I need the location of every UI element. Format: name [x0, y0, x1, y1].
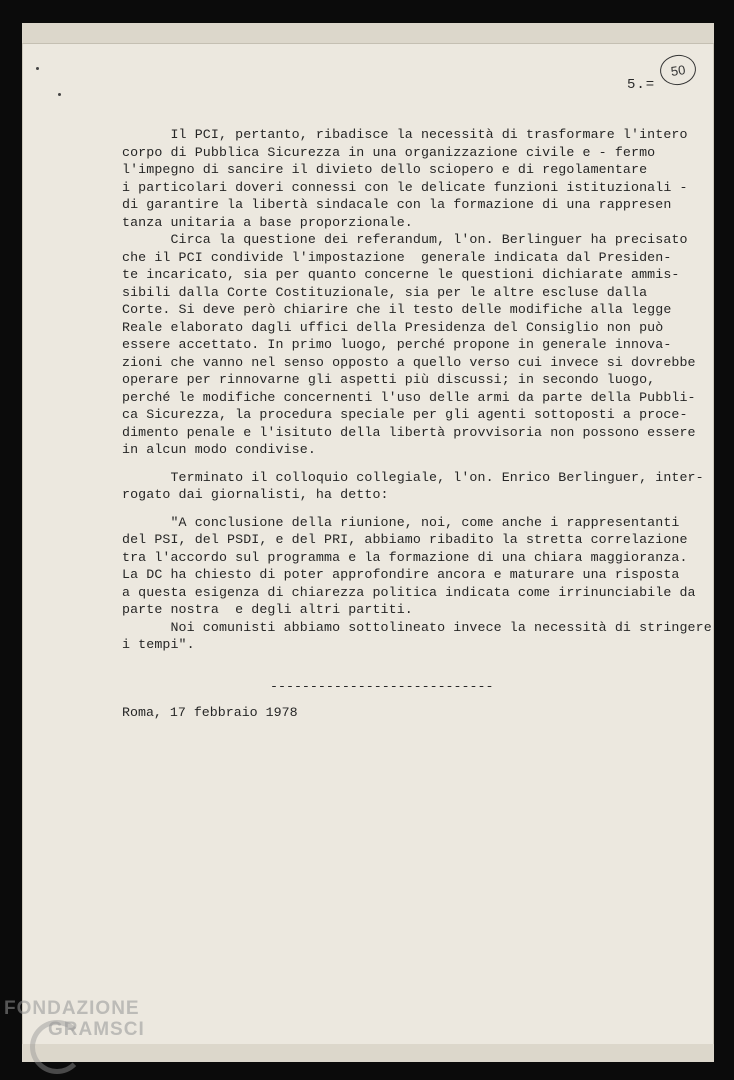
text-line: te incaricato, sia per quanto concerne le questioni dichiarate ammis- [122, 267, 680, 282]
text-line: tanza unitaria a base proporzionale. [122, 214, 413, 230]
text-line: essere accettato. In primo luogo, perché propone in generale innova- [122, 337, 672, 352]
text-line: parte nostra e degli altri partiti. [122, 602, 413, 617]
text-line: i particolari doveri connessi con le delicate funzioni istituzionali - [122, 179, 688, 195]
text-line: del PSI, del PSDI, e del PRI, abbiamo ribadito la stretta correlazione [122, 532, 688, 547]
text-line: i tempi". [122, 637, 195, 652]
speck [58, 93, 61, 96]
text-line: Il PCI, pertanto, ribadisce la necessità di trasformare l'intero [122, 127, 688, 142]
text-line: Noi comunisti abbiamo sottolineato invece la necessità di stringere [122, 619, 712, 635]
paragraph-gap [122, 459, 712, 469]
separator-line: ---------------------------- [270, 679, 494, 694]
text-line: ca Sicurezza, la procedura speciale per gli agenti sottoposti a proce- [122, 407, 688, 422]
text-line: sibili dalla Corte Costituzionale, sia per le altre escluse dalla [122, 284, 648, 300]
text-line: La DC ha chiesto di poter approfondire ancora e maturare una risposta [122, 567, 680, 582]
letter-body [122, 126, 712, 654]
page-number: 5.= [627, 77, 656, 93]
top-edge-band [22, 23, 714, 44]
document-sheet [22, 23, 714, 1062]
text-line: dimento penale e l'isituto della libertà provvisoria non possono essere [122, 424, 696, 440]
bottom-edge-band [22, 1044, 714, 1062]
text-line: a questa esigenza di chiarezza politica indicata come irrinunciabile da [122, 584, 696, 600]
text-line: Circa la questione dei referandum, l'on. Berlinguer ha precisato [122, 232, 688, 247]
text-line: l'impegno di sancire il divieto dello sciopero e di regolamentare [122, 162, 648, 177]
dateline: Roma, 17 febbraio 1978 [122, 705, 298, 720]
paragraph-gap [122, 504, 712, 514]
speck [36, 67, 39, 70]
text-line: Reale elaborato dagli uffici della Presidenza del Consiglio non può [122, 319, 664, 335]
text-line: in alcun modo condivise. [122, 442, 316, 457]
text-line: tra l'accordo sul programma e la formazione di una chiara maggioranza. [122, 549, 688, 565]
text-line: di garantire la libertà sindacale con la formazione di una rappresen [122, 197, 672, 212]
text-line: corpo di Pubblica Sicurezza in una organizzazione civile e - fermo [122, 144, 656, 160]
watermark-line2: GRAMSCI [48, 1019, 145, 1040]
text-line: rogato dai giornalisti, ha detto: [122, 487, 389, 502]
text-line: "A conclusione della riunione, noi, come anche i rappresentanti [122, 514, 680, 530]
text-line: perché le modifiche concernenti l'uso delle armi da parte della Pubbli- [122, 389, 696, 405]
watermark [4, 998, 145, 1040]
text-line: che il PCI condivide l'impostazione generale indicata dal Presiden- [122, 249, 672, 265]
stamp-number: 50 [669, 61, 687, 79]
text-line: operare per rinnovarne gli aspetti più discussi; in secondo luogo, [122, 372, 656, 387]
text-line: zioni che vanno nel senso opposto a quello verso cui invece si dovrebbe [122, 354, 696, 370]
watermark-line1: FONDAZIONE [4, 998, 140, 1019]
archive-stamp [658, 53, 698, 88]
text-line: Corte. Si deve però chiarire che il testo delle modifiche alla legge [122, 302, 672, 317]
text-line: Terminato il colloquio collegiale, l'on. Enrico Berlinguer, inter- [122, 469, 704, 485]
